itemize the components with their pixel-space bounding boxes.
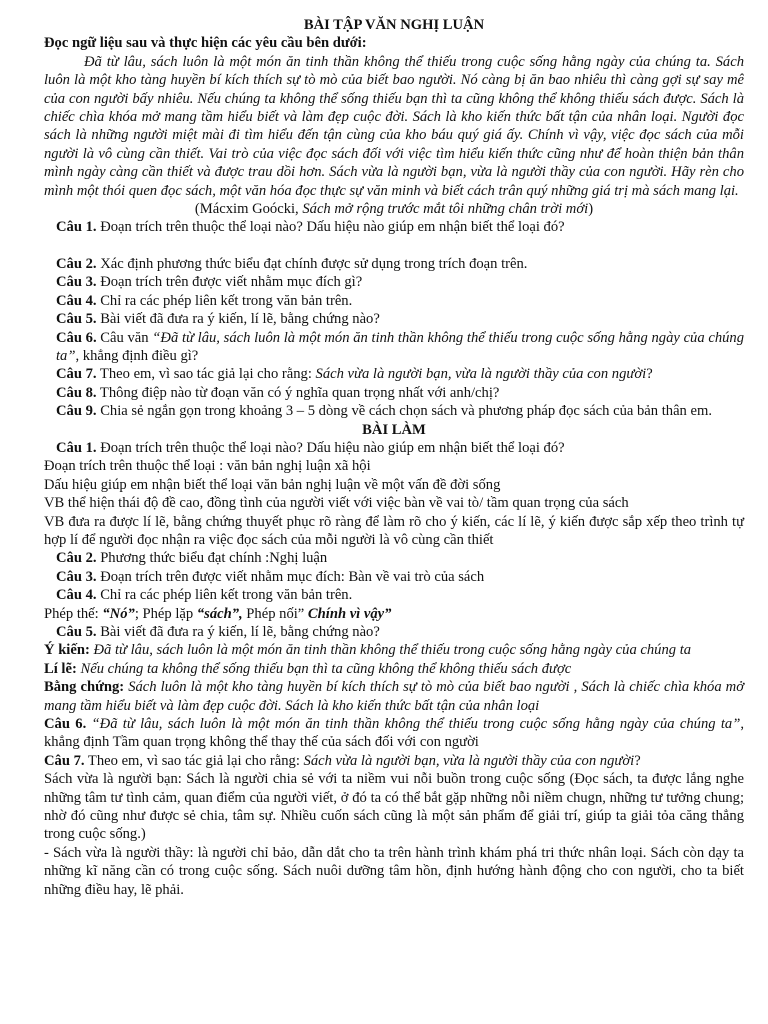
source-citation: (Mácxim Goócki, Sách mở rộng trước mắt tôi những chân trời mới) [194,201,594,218]
answer-5: Câu 5. Bài viết đã đưa ra ý kiến, lí lẽ, bằng chứng nào? [56,624,380,640]
answer-7-paragraph-1: Sách vừa là người bạn: Sách là người chia sẻ với ta niềm vui nỗi buồn trong cuộc sống (Đọc sách, ta được lắng nghe những tâm tư tình cảm, quan điểm của người viết, ở đó ta có thể bắt gặp những nỗi niềm chugn, những tư tưởng chung; nhờ đó cũng như được sẻ chia, tâm sự. Nhiều cuốn sách cũng là một sản phẩm để giải trí, giúp ta giải tỏa căng thẳng trong cuộc sống.) [44,771,744,843]
document-page [44,16,744,899]
answer-4-detail: Phép thế: “Nó”; Phép lặp “sách”, Phép nối” Chính vì vậy” [44,605,392,622]
question-9: Câu 9. Chia sẻ ngắn gọn trong khoảng 3 – 5 dòng về cách chọn sách và phương pháp đọc sách của bản thân em. [56,403,712,420]
answer-1-question: Câu 1. Đoạn trích trên thuộc thể loại nào? Dấu hiệu nào giúp em nhận biết thể loại đó? [56,439,565,456]
answer-7-question: Câu 7. Theo em, vì sao tác giả lại cho rằng: Sách vừa là người bạn, vừa là người thầy của con người? [44,752,641,769]
question-6: Câu 6. Câu văn “Đã từ lâu, sách luôn là một món ăn tinh thần không thể thiếu trong cuộc sống hằng ngày của chúng ta”, khẳng định điều gì? [56,329,745,364]
answer-3: Câu 3. Đoạn trích trên được viết nhằm mục đích: Bàn về vai trò của sách [56,568,485,585]
question-4: Câu 4. Chỉ ra các phép liên kết trong văn bản trên. [56,292,353,309]
answer-1-line-1: Đoạn trích trên thuộc thể loại : văn bản nghị luận xã hội [44,458,371,475]
answer-5-reason: Lí lẽ: Nếu chúng ta không thể sống thiếu bạn thì ta cũng không thể không thiếu sách được [44,660,572,677]
answer-5-opinion: Ý kiến: Đã từ lâu, sách luôn là một món ăn tinh thần không thể thiếu trong cuộc sống hằng ngày của chúng ta [44,642,692,659]
answer-heading: BÀI LÀM [362,421,426,438]
answer-6: Câu 6. “Đã từ lâu, sách luôn là một món ăn tinh thần không thể thiếu trong cuộc sống hằng ngày của chúng ta”, khẳng định Tầm quan trọng không thể thay thế của sách đối với con người [44,716,744,751]
question-8: Câu 8. Thông điệp nào từ đoạn văn có ý nghĩa quan trọng nhất với anh/chị? [56,384,500,401]
passage: Đã từ lâu, sách luôn là một món ăn tinh thần không thể thiếu trong cuộc sống hằng ngày của chúng ta. Sách luôn là một kho tàng huyền bí kích thích sự tò mò của biết bao người. Nó càng bị ăn bao nhiêu thì càng gợi sự say mê của con người bấy nhiêu. Nếu chúng ta không thể sống thiếu bạn thì ta cũng không thể không thiếu sách được. Sách là chiếc chìa khóa mở mang tầm hiểu biết và làm đẹp cuộc đời. Sách là kho kiến thức bất tận của nhân loại. Người đọc sách là những người miệt mài đi tìm hiểu đến tận cùng của kho báu quý giá ấy. Chính vì vậy, việc đọc sách của mỗi người là vô cùng cần thiết. Vai trò của việc đọc sách đối với việc tìm hiểu kiến thức cũng như để hoàn thiện bản thân mình ngày càng cần thiết và được trau dồi hơn. Sách vừa là người bạn, vừa là người thầy của con người. Hãy rèn cho mình một thói quen đọc sách, một văn hóa đọc thực sự văn minh và biết cách trân quý những giá trị mà sách mang lại. [44,53,744,199]
answer-4: Câu 4. Chỉ ra các phép liên kết trong văn bản trên. [56,587,353,604]
answer-1-line-3: VB thể hiện thái độ đề cao, đồng tình của người viết với việc bàn về vai tò/ tầm quan trọng của sách [44,495,629,512]
question-7: Câu 7. Theo em, vì sao tác giả lại cho rằng: Sách vừa là người bạn, vừa là người thầy của con người? [56,366,653,383]
document-title: BÀI TẬP VĂN NGHỊ LUẬN [303,17,485,33]
instruction: Đọc ngữ liệu sau và thực hiện các yêu cầu bên dưới: [44,35,367,52]
answer-1-line-2: Dấu hiệu giúp em nhận biết thể loại văn bản nghị luận về một vấn đề đời sống [44,476,501,493]
answer-2: Câu 2. Phương thức biểu đạt chính :Nghị luận [56,550,328,567]
question-5: Câu 5. Bài viết đã đưa ra ý kiến, lí lẽ, bằng chứng nào? [56,311,380,328]
answer-5-evidence: Bằng chứng: Sách luôn là một kho tàng huyền bí kích thích sự tò mò của biết bao người , Sách là chiếc chìa khóa mở mang tầm hiểu biết và làm đẹp cuộc đời. Sách là kho kiến thức bất tận của nhân loại [44,679,745,714]
blank-line [44,237,744,255]
question-1: Câu 1. Đoạn trích trên thuộc thể loại nào? Dấu hiệu nào giúp em nhận biết thể loại đó? [56,219,565,236]
answer-1-line-4: VB đưa ra được lí lẽ, bằng chứng thuyết phục rõ ràng để làm rõ cho ý kiến, các lí lẽ, ý kiến được sắp xếp theo trình tự hợp lí để người đọc nhận ra việc đọc sách của mỗi người là vô cùng cần thiết [44,513,744,548]
answer-7-paragraph-2: - Sách vừa là người thầy: là người chỉ bảo, dẫn dắt cho ta trên hành trình khám phá tri thức nhân loại. Sách còn dạy ta những kĩ năng cần có trong cuộc sống. Sách nuôi dưỡng tâm hồn, định hướng hành động cho con người, cho ta biết những điều hay, lẽ phải. [44,844,744,898]
question-3: Câu 3. Đoạn trích trên được viết nhằm mục đích gì? [56,274,363,291]
question-2: Câu 2. Xác định phương thức biểu đạt chính được sử dụng trong trích đoạn trên. [56,255,528,272]
